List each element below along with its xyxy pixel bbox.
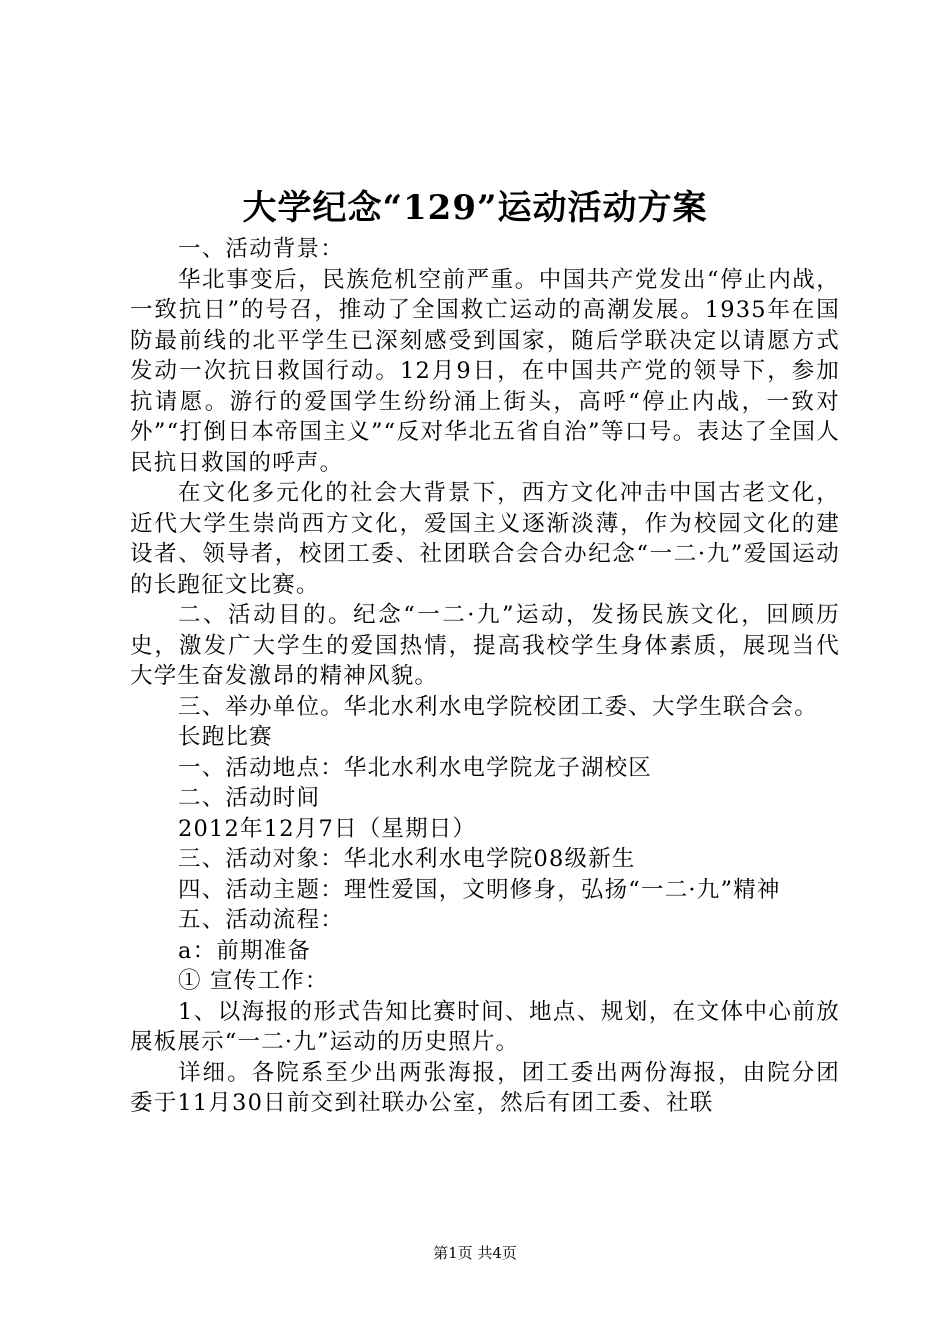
document-title: 大学纪念“129”运动活动方案	[242, 188, 708, 228]
paragraph-publicity: ① 宣传工作：	[178, 968, 329, 994]
paragraph-date: 2012年12月7日（星期日）	[178, 815, 477, 842]
paragraph-participants: 三、活动对象：华北水利水电学院08级新生	[178, 846, 636, 872]
paragraph-background-heading: 一、活动背景：	[178, 236, 344, 262]
paragraph-time-heading: 二、活动时间	[178, 785, 321, 811]
page-number-footer: 第1页 共4页	[433, 1244, 517, 1262]
paragraph-theme: 四、活动主题：理性爱国，文明修身，弘扬“一二·九”精神	[178, 876, 781, 903]
paragraph-process-heading: 五、活动流程：	[178, 907, 344, 933]
paragraph-organizer: 三、举办单位。华北水利水电学院校团工委、大学生联合会。	[178, 693, 818, 720]
paragraph-purpose: 二、活动目的。纪念“一二·九”运动，发扬民族文化，回顾历史，激发广大学生的爱国热情，提高我校学生身体素质，展现当代大学生奋发激昂的精神风貌。	[130, 602, 840, 689]
paragraph-culture: 在文化多元化的社会大背景下，西方文化冲击中国古老文化，近代大学生崇尚西方文化，爱国主义逐渐淡薄，作为校园文化的建设者、领导者，校团工委、社团联合会合办纪念“一二·九”爱国运动的长跑征文比赛。	[130, 480, 840, 598]
paragraph-race-heading: 长跑比赛	[178, 724, 273, 750]
paragraph-preparation: a：前期准备	[178, 937, 312, 964]
paragraph-poster: 1、以海报的形式告知比赛时间、地点、规划，在文体中心前放展板展示“一二·九”运动的历史照片。	[130, 998, 840, 1055]
document-body	[130, 234, 840, 1119]
paragraph-location: 一、活动地点：华北水利水电学院龙子湖校区	[178, 754, 653, 781]
paragraph-details: 详细。各院系至少出两张海报，团工委出两份海报，由院分团委于11月30日前交到社联办公室，然后有团工委、社联	[130, 1059, 840, 1116]
paragraph-history: 华北事变后，民族危机空前严重。中国共产党发出“停止内战，一致抗日”的号召，推动了全国救亡运动的高潮发展。1935年在国防最前线的北平学生已深刻感受到国家，随后学联决定以请愿方式发动一次抗日救国行动。12月9日，在中国共产党的领导下，参加抗请愿。游行的爱国学生纷纷涌上街头，高呼“停止内战，一致对外”“打倒日本帝国主义”“反对华北五省自治”等口号。表达了全国人民抗日救国的呼声。	[130, 266, 840, 476]
